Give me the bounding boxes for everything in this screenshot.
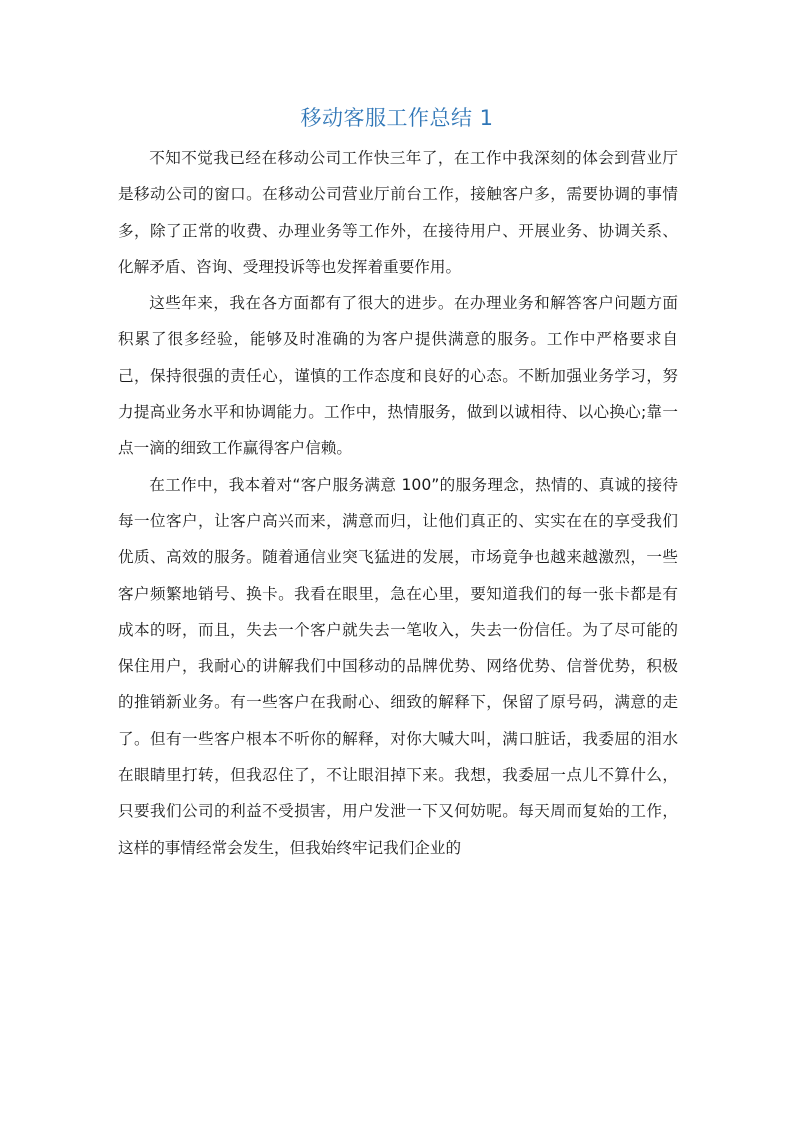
paragraph-1: 不知不觉我已经在移动公司工作快三年了，在工作中我深刻的体会到营业厅是移动公司的窗口。在移动公司营业厅前台工作，接触客户多，需要协调的事情多，除了正常的收费、办理业务等工作外，在接待用户、开展业务、协调关系、化解矛盾、咨询、受理投诉等也发挥着重要作用。 <box>118 149 678 276</box>
paragraph-3: 在工作中，我本着对“客户服务满意 100”的服务理念，热情的、真诚的接待每一位客户，让客户高兴而来，满意而归，让他们真正的、实实在在的享受我们优质、高效的服务。随着通信业突飞猛进的发展，市场竟争也越来越激烈，一些客户频繁地销号、换卡。我看在眼里，急在心里，要知道我们的每一张卡都是有成本的呀，而且，失去一个客户就失去一笔收入，失去一份信任。为了尽可能的保住用户，我耐心的讲解我们中国移动的品牌优势、网络优势、信誉优势，积极的推销新业务。有一些客户在我耐心、细致的解释下，保留了原号码，满意的走了。但有一些客户根本不听你的解释，对你大喊大叫，满口脏话，我委屈的泪水在眼睛里打转，但我忍住了，不让眼泪掉下来。我想，我委屈一点儿不算什么，只要我们公司的利益不受损害，用户发泄一下又何妨呢。每天周而复始的工作，这样的事情经常会发生，但我始终牢记我们企业的 <box>118 475 678 857</box>
paragraph-2: 这些年来，我在各方面都有了很大的进步。在办理业务和解答客户问题方面积累了很多经验，能够及时准确的为客户提供满意的服务。工作中严格要求自己，保持很强的责任心，谨慎的工作态度和良好的心态。不断加强业务学习，努力提高业务水平和协调能力。工作中，热情服务，做到以诚相待、以心换心;靠一点一滴的细致工作赢得客户信赖。 <box>118 294 678 458</box>
document-body <box>118 140 678 866</box>
document-title: 移动客服工作总结 1 <box>300 106 494 130</box>
